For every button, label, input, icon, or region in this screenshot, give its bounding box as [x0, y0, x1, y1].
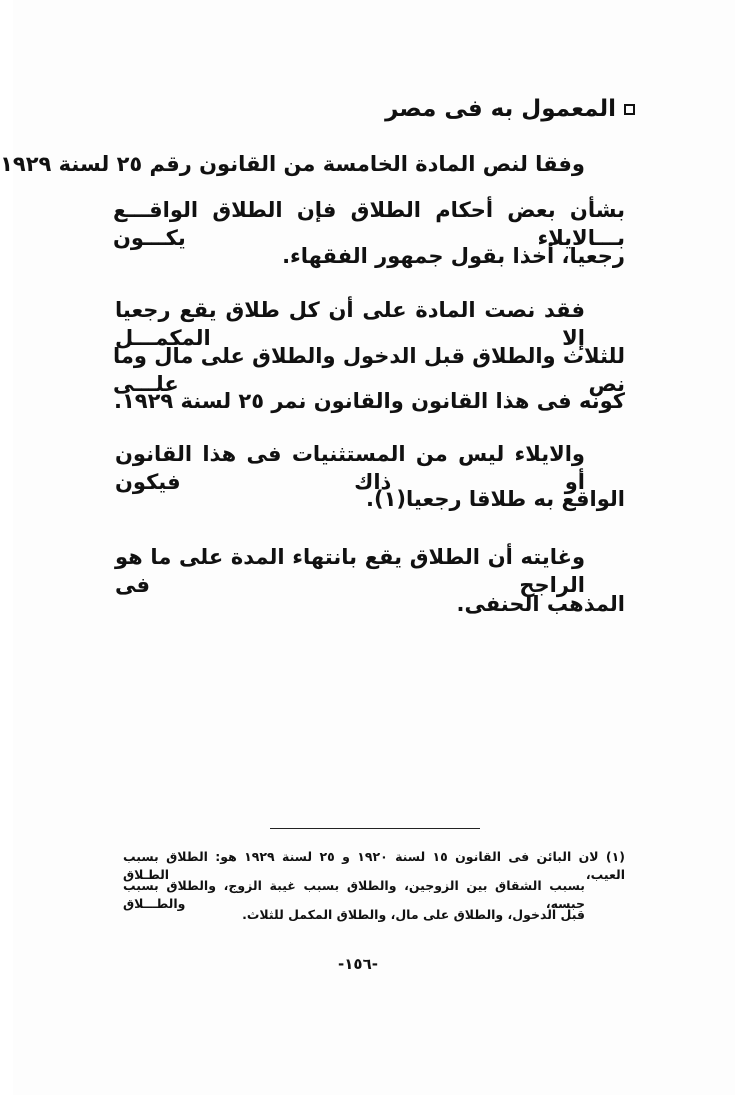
footnote-line-3: قبل الدخول، والطلاق على مال، والطلاق المكمل للثلاث. [242, 907, 585, 922]
paragraph-1-line-3: رجعيا، أخذا بقول جمهور الفقهاء. [282, 244, 625, 268]
section-heading [385, 96, 635, 122]
paragraph-3-line-2: الواقع به طلاقا رجعيا(١). [366, 487, 625, 511]
page-number: -١٥٦- [338, 955, 378, 973]
paragraph-1-line-2: بشأن بعض أحكام الطلاق فإن الطلاق الواقـــع بـــالايلاء يكـــون [113, 198, 625, 250]
footnote-line-1: (١) لان البائن فى القانون ١٥ لسنة ١٩٢٠ و ٢٥ لسنة ١٩٢٩ هو: الطلاق بسبب العيب، الطـلاق [123, 849, 625, 882]
square-bullet-icon [624, 104, 635, 115]
paragraph-4-line-1: وغايته أن الطلاق يقع بانتهاء المدة على ما هو الراجح فى [115, 545, 585, 597]
paragraph-1-line-1: وفقا لنص المادة الخامسة من القانون رقم ٢٥ لسنة ١٩٢٩ [0, 152, 585, 176]
paragraph-3-line-1: والايلاء ليس من المستثنيات فى هذا القانون أو ذاك فيكون [115, 442, 585, 494]
footnote-line-2: بسبب الشقاق بين الزوجين، والطلاق بسبب غيبة الزوج، والطلاق بسبب حبسه، والطـــلاق [123, 878, 585, 911]
footnote-separator [270, 828, 480, 829]
paragraph-4-line-2: المذهب الحنفى. [456, 592, 625, 616]
paragraph-2-line-1: فقد نصت المادة على أن كل طلاق يقع رجعيا إلا المكمـــل [115, 298, 585, 350]
paragraph-2-line-3: كونه فى هذا القانون والقانون نمر ٢٥ لسنة ١٩٢٩. [113, 389, 625, 413]
paragraph-2-line-2: للثلاث والطلاق قبل الدخول والطلاق على مال وما نص علـــى [113, 344, 625, 396]
section-heading-text: المعمول به فى مصر [385, 96, 616, 122]
